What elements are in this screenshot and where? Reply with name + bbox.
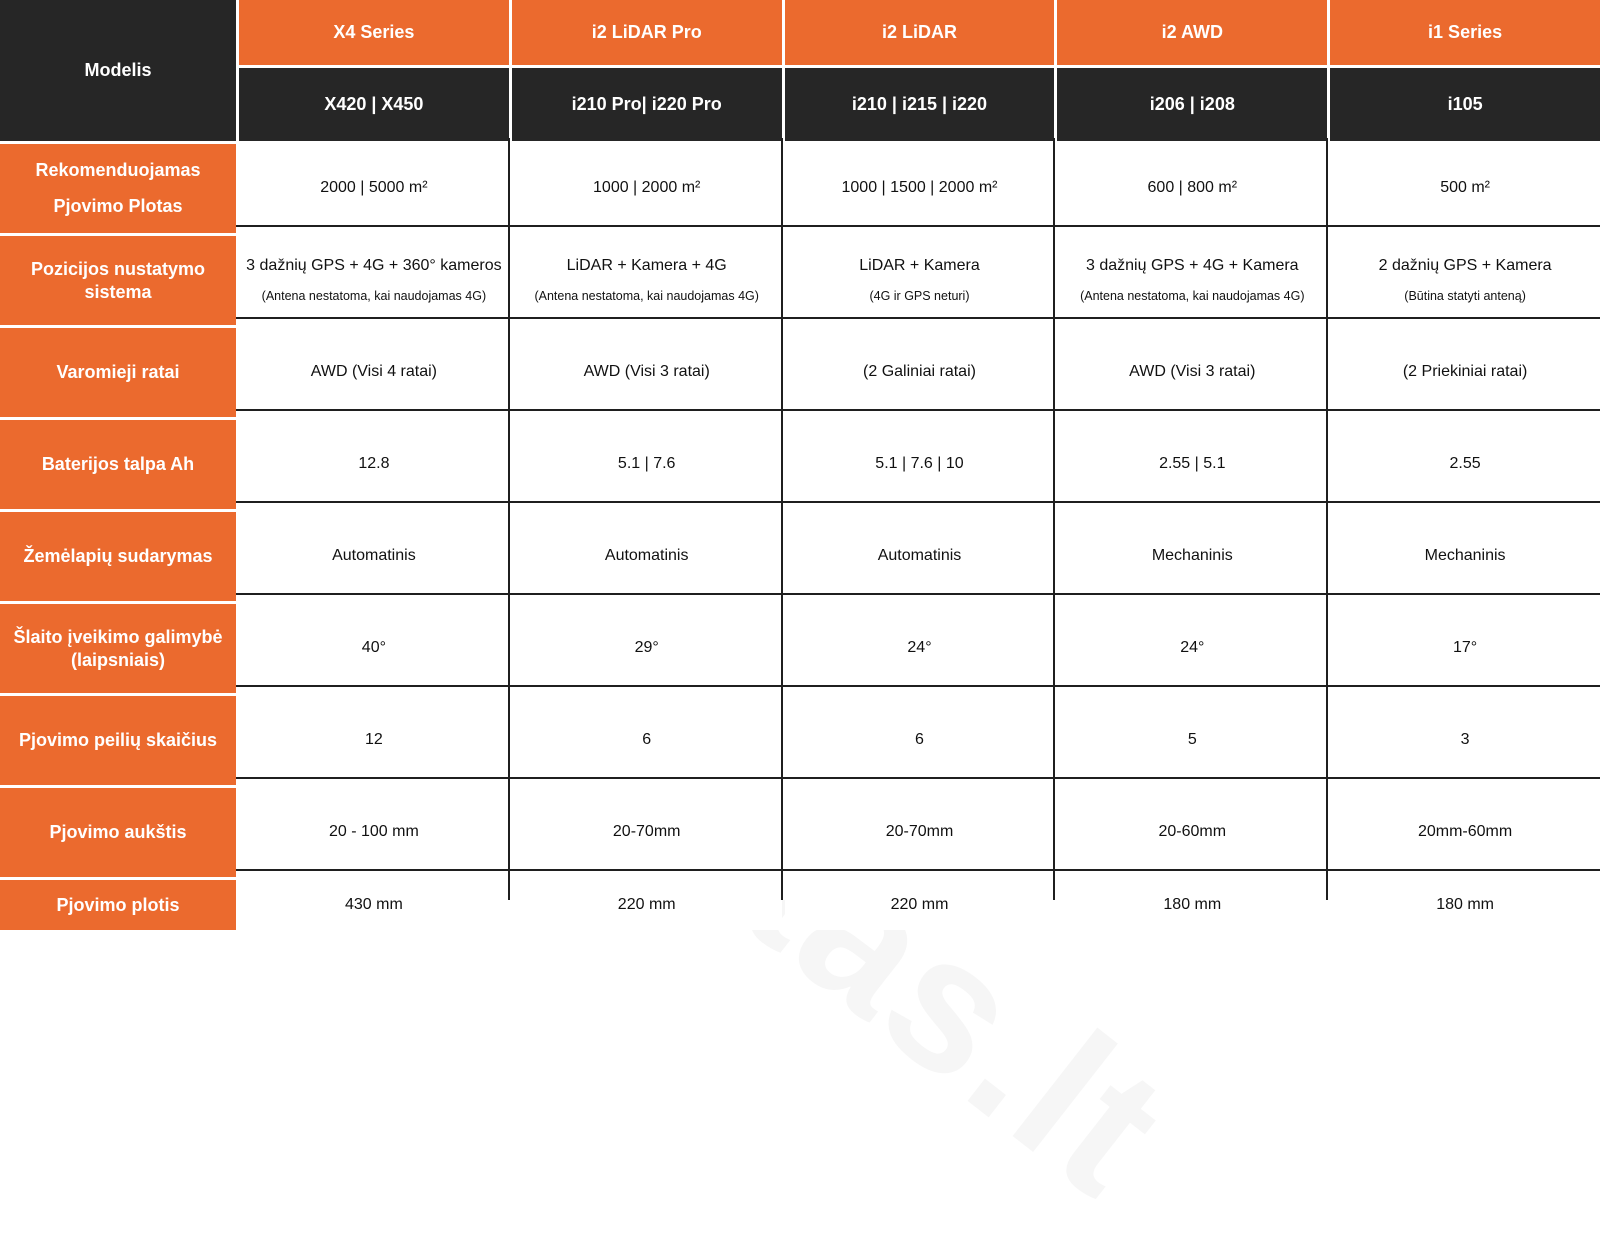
cell-value: 6 [642,731,652,749]
table-cell [239,788,509,877]
row-label-line: Varomieji ratai [56,362,180,383]
table-cell [1057,880,1327,930]
table-cell [1057,788,1327,877]
cell-value: 500 m² [1440,179,1490,197]
row-label [0,420,236,509]
cell-value: Automatinis [332,547,416,565]
table-cell [239,144,509,233]
cell-value: 220 mm [890,895,949,913]
row-label [0,788,236,877]
table-cell [1057,420,1327,509]
cell-value: Automatinis [877,547,962,565]
cell-value: 20mm-60mm [1417,823,1513,841]
cell-value: 29° [634,639,659,657]
table-cell [1330,604,1600,693]
cell-value: 1000 | 1500 | 2000 m² [841,179,998,197]
table-cell [512,328,782,417]
row-label [0,880,236,930]
cell-value: 20-60mm [1158,823,1227,841]
cell-value: AWD (Visi 4 ratai) [310,363,438,381]
table-cell [1330,696,1600,785]
table-cell [1330,420,1600,509]
row-label [0,696,236,785]
row-label [0,144,236,233]
model-header: i105 [1330,68,1600,141]
series-header: i2 LiDAR [785,0,1055,65]
table-cell [512,420,782,509]
series-header: i1 Series [1330,0,1600,65]
cell-note: (4G ir GPS neturi) [869,289,970,304]
series-header: X4 Series [239,0,509,65]
table-cell [512,788,782,877]
cell-value: 12.8 [358,455,390,473]
row-label [0,512,236,601]
table-cell [1330,880,1600,930]
cell-value: 5.1 | 7.6 | 10 [875,455,964,473]
cell-value: Automatinis [604,547,689,565]
model-header: i210 Pro| i220 Pro [512,68,782,141]
corner-header: Modelis [0,0,236,141]
cell-value: (2 Galiniai ratai) [863,363,976,381]
cell-value: LiDAR + Kamera + 4G [566,256,727,274]
table-cell [239,512,509,601]
table-cell [1330,236,1600,325]
row-label-line: Pjovimo aukštis [49,822,187,843]
series-header: i2 LiDAR Pro [512,0,782,65]
row-label-line: Šlaito įveikimo galimybė [13,627,223,647]
cell-value: AWD (Visi 3 ratai) [1129,363,1256,381]
row-label-line: Pjovimo plotis [56,894,180,915]
cell-value: 5 [1187,731,1197,749]
model-header: X420 | X450 [239,68,509,141]
table-cell [1330,144,1600,233]
table-cell [1330,788,1600,877]
table-cell [785,420,1055,509]
series-header: i2 AWD [1057,0,1327,65]
cell-value: 40° [361,639,386,657]
cell-value: 20 - 100 mm [328,823,419,841]
table-cell [512,880,782,930]
table-cell [1057,328,1327,417]
table-cell [1330,328,1600,417]
table-cell [239,236,509,325]
row-label [0,328,236,417]
cell-value: (2 Priekiniai ratai) [1402,363,1528,381]
table-cell [785,696,1055,785]
table-cell [785,880,1055,930]
table-cell [1057,512,1327,601]
table-cell [239,328,509,417]
cell-value: 3 [1460,731,1470,749]
cell-note: (Būtina statyti anteną) [1404,289,1526,304]
table-cell [1057,236,1327,325]
row-label-line: Pjovimo peilių skaičius [18,730,218,751]
table-cell [512,512,782,601]
cell-value: 1000 | 2000 m² [593,179,701,197]
table-cell [512,144,782,233]
model-header: i210 | i215 | i220 [785,68,1055,141]
table-cell [512,696,782,785]
cell-value: 2.55 | 5.1 [1159,455,1226,473]
row-label-line: sistema [84,281,152,302]
table-cell [785,236,1055,325]
row-label-line: Baterijos talpa Ah [41,454,195,475]
cell-value: 180 mm [1163,895,1222,913]
row-label-line: (laipsniais) [70,649,166,670]
cell-note: (Antena nestatoma, kai naudojamas 4G) [1080,289,1305,304]
cell-value: 3 dažnių GPS + 4G + Kamera [1086,256,1299,274]
cell-value: 430 mm [345,895,403,913]
cell-value: 2.55 [1449,455,1481,473]
table-cell [239,420,509,509]
cell-value: 600 | 800 m² [1147,179,1238,197]
table-cell [239,604,509,693]
cell-value: 17° [1452,639,1478,657]
cell-value: AWD (Visi 3 ratai) [583,363,710,381]
cell-value: 3 dažnių GPS + 4G + 360° kameros [246,256,502,274]
cell-value: 24° [907,639,932,657]
row-label [0,604,236,693]
table-cell [1057,696,1327,785]
cell-value: 180 mm [1436,895,1494,913]
cell-value: LiDAR + Kamera [859,256,980,274]
cell-note: (Antena nestatoma, kai naudojamas 4G) [534,289,759,304]
cell-value: 24° [1180,639,1205,657]
cell-value: 2 dažnių GPS + Kamera [1378,256,1552,274]
cell-note: (Antena nestatoma, kai naudojamas 4G) [261,289,487,304]
row-label-line: Rekomenduojamas [35,160,201,181]
cell-value: 20-70mm [885,823,954,841]
table-cell [785,144,1055,233]
table-cell [1057,604,1327,693]
table-cell [512,604,782,693]
cell-value: Mechaninis [1424,547,1506,565]
model-header: i206 | i208 [1057,68,1327,141]
cell-value: 6 [915,731,924,749]
row-label-line: Pozicijos nustatymo [30,259,206,279]
table-cell [785,328,1055,417]
cell-value: 220 mm [617,895,676,913]
table-cell [512,236,782,325]
row-label-line: Pjovimo Plotas [53,195,183,216]
row-label [0,236,236,325]
table-cell [1330,512,1600,601]
table-cell [239,696,509,785]
table-cell [785,604,1055,693]
table-cell [785,788,1055,877]
cell-value: Mechaninis [1151,547,1233,565]
cell-value: 20-70mm [612,823,681,841]
cell-value: 12 [365,731,383,749]
cell-value: 2000 | 5000 m² [320,179,428,197]
table-cell [785,512,1055,601]
table-cell [1057,144,1327,233]
cell-value: 5.1 | 7.6 [617,455,676,473]
row-label-line: Žemėlapių sudarymas [23,546,213,567]
table-cell [239,880,509,930]
